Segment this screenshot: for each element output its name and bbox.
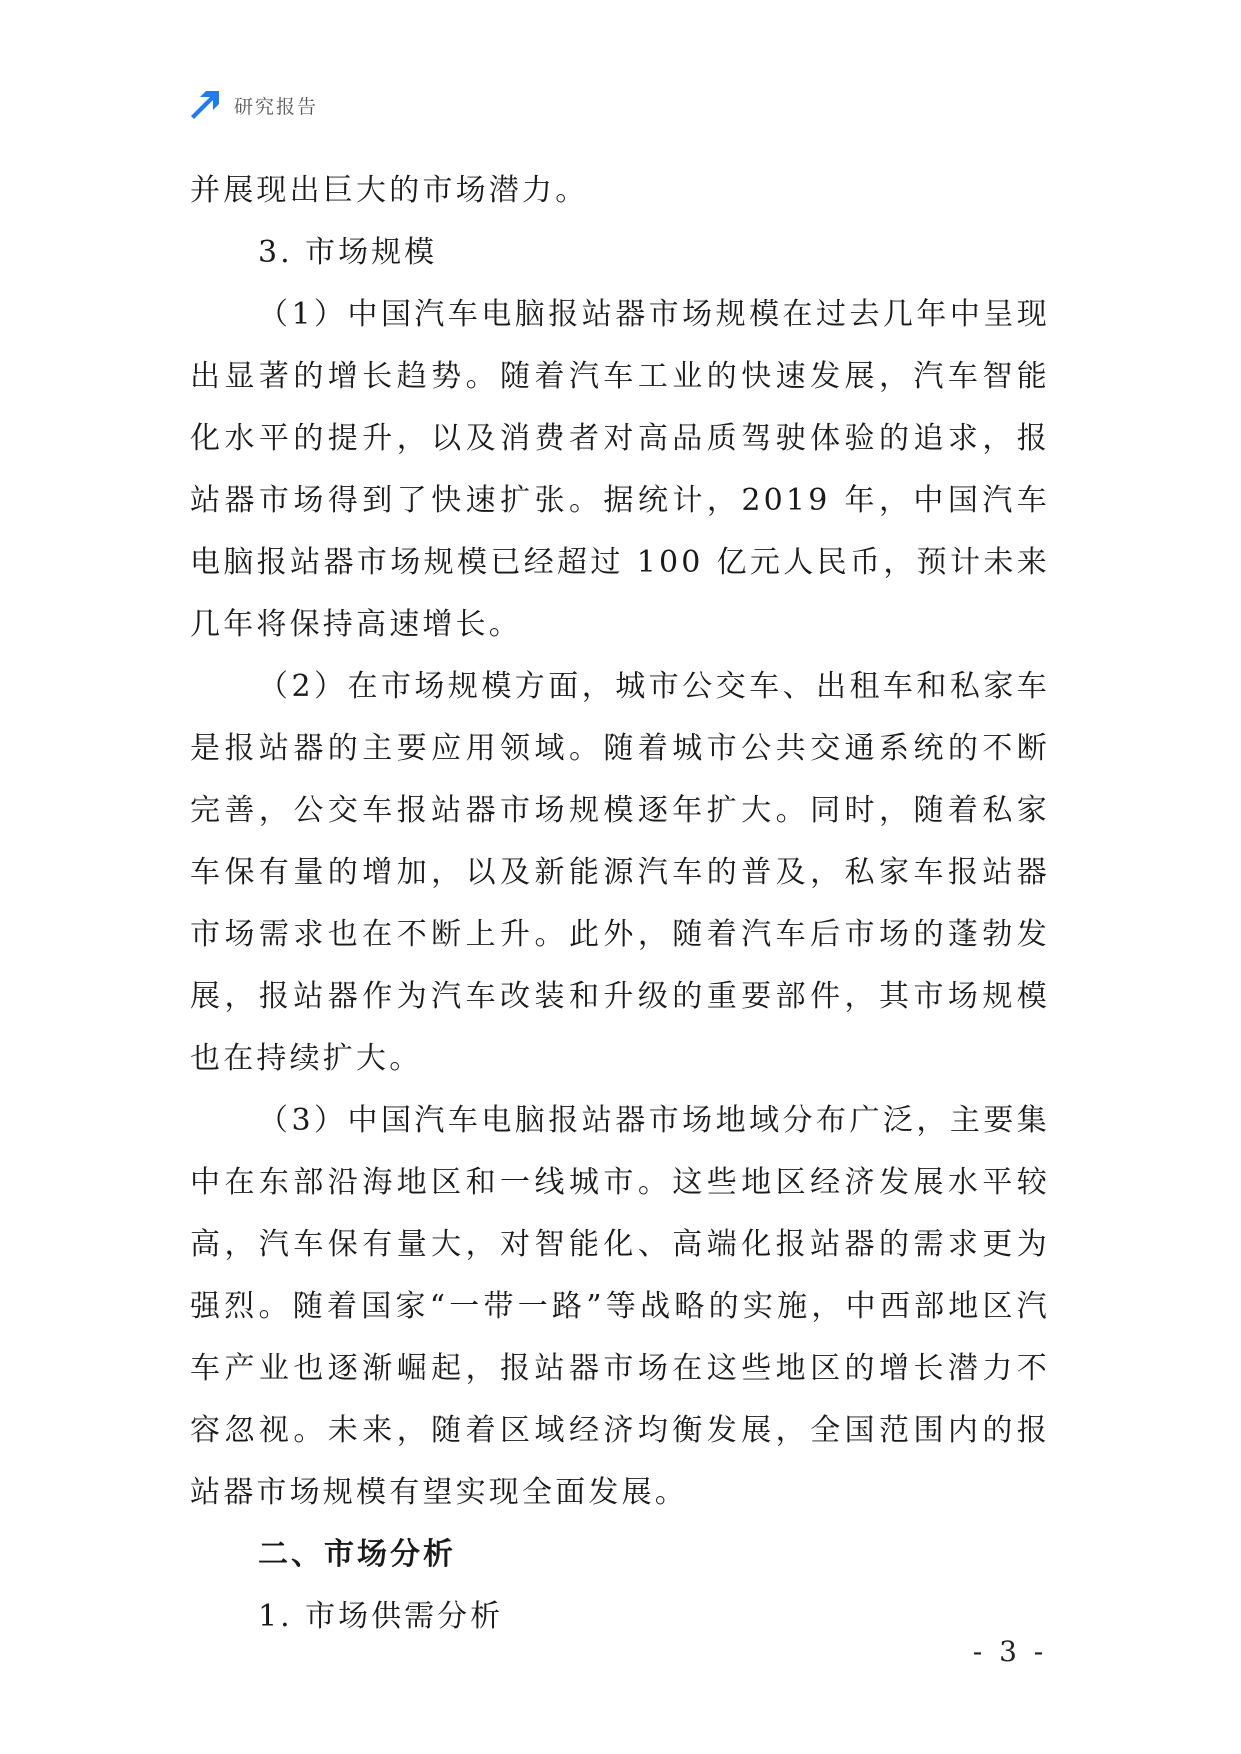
paragraph-3: （3）中国汽车电脑报站器市场地域分布广泛，主要集中在东部沿海地区和一线城市。这些地区经济发展水平较高，汽车保有量大，对智能化、高端化报站器的需求更为强烈。随着国家“一带一路”等战略的实施，中西部地区汽车产业也逐渐崛起，报站器市场在这些地区的增长潜力不容忽视。未来，随着区域经济均衡发展，全国范围内的报站器市场规模有望实现全面发展。	[190, 1103, 1050, 1510]
page-number: - 3 -	[972, 1635, 1048, 1668]
page-header	[190, 88, 318, 122]
header-title: 研究报告	[234, 95, 319, 118]
subsection-1-heading: 1. 市场供需分析	[258, 1599, 504, 1634]
paragraph-2: （2）在市场规模方面，城市公交车、出租车和私家车是报站器的主要应用领域。随着城市公共交通系统的不断完善，公交车报站器市场规模逐年扩大。同时，随着私家车保有量的增加，以及新能源汽车的普及，私家车报站器市场需求也在不断上升。此外，随着汽车后市场的蓬勃发展，报站器作为汽车改装和升级的重要部件，其市场规模也在持续扩大。	[190, 669, 1050, 1076]
document-body	[190, 160, 1050, 1648]
section-3-heading: 3. 市场规模	[258, 235, 438, 270]
paragraph-1: （1）中国汽车电脑报站器市场规模在过去几年中呈现出显著的增长趋势。随着汽车工业的快速发展，汽车智能化水平的提升，以及消费者对高品质驾驶体验的追求，报站器市场得到了快速扩张。据统计，2019 年，中国汽车电脑报站器市场规模已经超过 100 亿元人民币，预计未来几年将保持高速增长。	[190, 297, 1050, 642]
arrow-up-right-logo-icon	[190, 90, 220, 120]
section-2-heading: 二、市场分析	[258, 1537, 456, 1572]
continuation-paragraph: 并展现出巨大的市场潜力。	[190, 173, 589, 208]
